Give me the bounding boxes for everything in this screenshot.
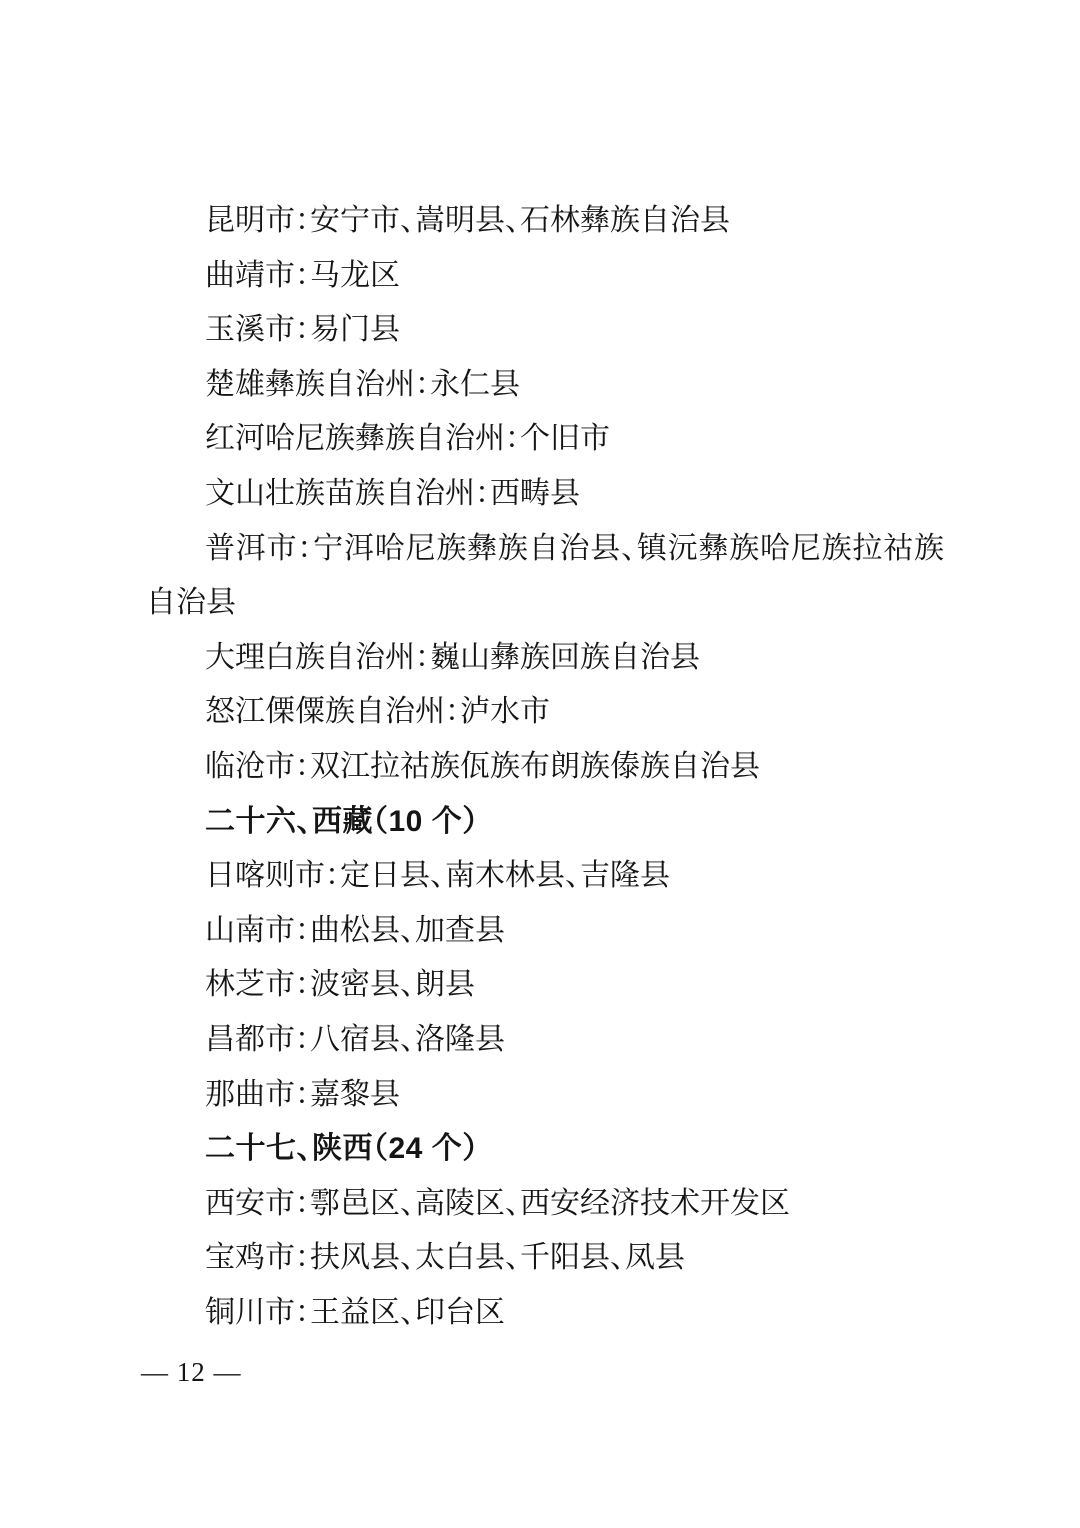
region-entry: 林芝市：波密县、朗县 bbox=[205, 968, 475, 1002]
region-entry: 文山壮族苗族自治州：西畴县 bbox=[205, 476, 580, 510]
region-entry: 红河哈尼族彝族自治州：个旧市 bbox=[205, 422, 610, 456]
region-entry: 铜川市：王益区、印台区 bbox=[205, 1295, 505, 1329]
section-heading: 二十六、西藏（10 个） bbox=[205, 804, 478, 838]
region-entry: 玉溪市：易门县 bbox=[205, 313, 400, 347]
document-body bbox=[146, 194, 944, 1340]
region-entry: 昆明市：安宁市、嵩明县、石林彝族自治县 bbox=[205, 204, 730, 237]
region-entry: 普洱市：宁洱哈尼族彝族自治县、镇沅彝族哈尼族拉祜族自治县 bbox=[146, 531, 944, 620]
region-entry: 西安市：鄠邑区、高陵区、西安经济技术开发区 bbox=[205, 1186, 790, 1220]
page-number: — 12 — bbox=[141, 1357, 242, 1387]
region-entry: 曲靖市：马龙区 bbox=[205, 258, 400, 292]
region-entry: 怒江傈僳族自治州：泸水市 bbox=[205, 695, 550, 729]
region-entry: 昌都市：八宿县、洛隆县 bbox=[205, 1022, 505, 1056]
region-entry: 宝鸡市：扶风县、太白县、千阳县、凤县 bbox=[205, 1241, 685, 1275]
region-entry: 山南市：曲松县、加查县 bbox=[205, 913, 505, 947]
region-entry: 那曲市：嘉黎县 bbox=[205, 1077, 400, 1111]
region-entry: 临沧市：双江拉祜族佤族布朗族傣族自治县 bbox=[205, 749, 760, 783]
section-heading: 二十七、陕西（24 个） bbox=[205, 1132, 478, 1166]
region-entry: 日喀则市：定日县、南木林县、吉隆县 bbox=[205, 859, 670, 893]
region-entry: 大理白族自治州：巍山彝族回族自治县 bbox=[205, 640, 700, 674]
region-entry: 楚雄彝族自治州：永仁县 bbox=[205, 367, 520, 401]
